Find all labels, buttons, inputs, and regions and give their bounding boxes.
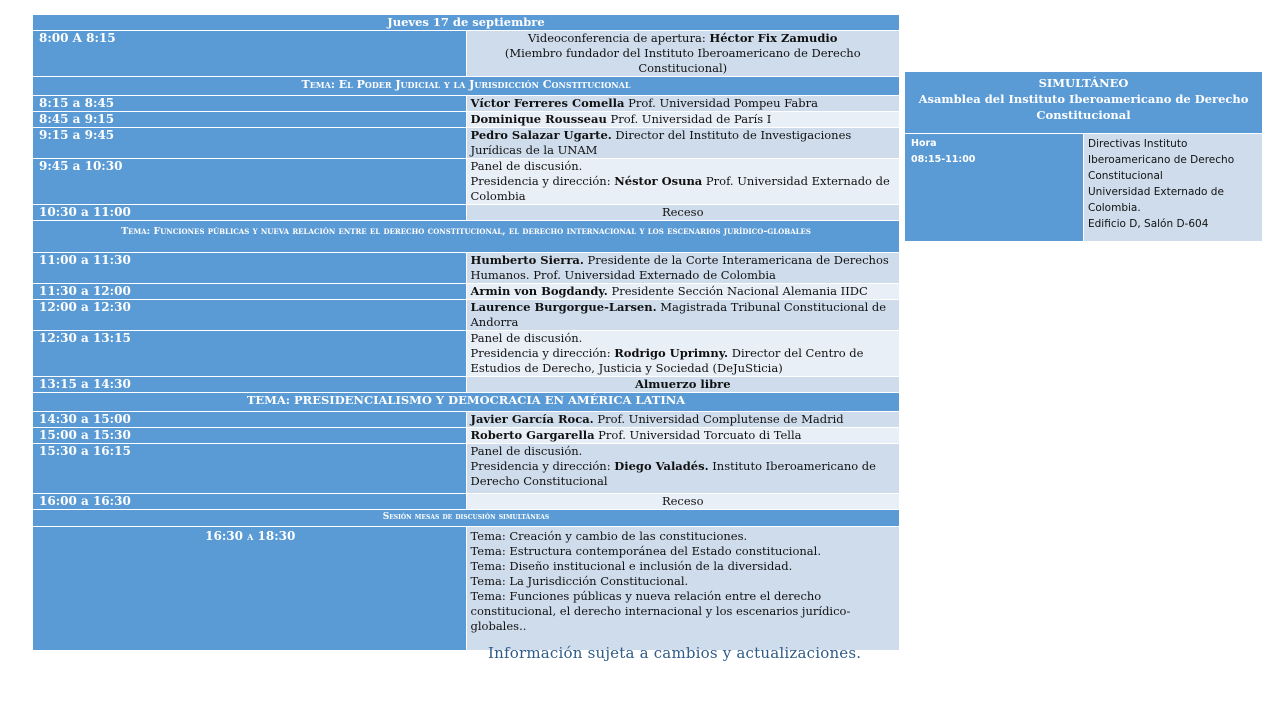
recess-label: Receso	[466, 205, 900, 221]
theme-header: Tema: El Poder Judicial y la Jurisdicción Constitucional	[33, 77, 900, 96]
time-cell: 9:15 a 9:45	[33, 128, 467, 159]
session-item: Tema: Estructura contemporánea del Estado constitucional.	[470, 544, 821, 558]
day-title: Jueves 17 de septiembre	[33, 15, 900, 31]
time-cell: 8:45 a 9:15	[33, 112, 467, 128]
panel-entry: Panel de discusión. Presidencia y dirección: Néstor Osuna Prof. Universidad Externado de Colombia	[466, 159, 900, 205]
time-cell: 14:30 a 15:00	[33, 412, 467, 428]
opening-description: Videoconferencia de apertura: Héctor Fix Zamudio (Miembro fundador del Instituto Iberoamericano de Derecho Constitucional)	[466, 31, 900, 77]
lunch-label: Almuerzo libre	[466, 377, 900, 393]
footnote: Información sujeta a cambios y actualizaciones.	[488, 644, 862, 662]
time-cell: 10:30 a 11:00	[33, 205, 467, 221]
time-cell: 16:00 a 16:30	[33, 494, 467, 510]
schedule-table	[32, 14, 900, 651]
time-cell: 8:15 a 8:45	[33, 96, 467, 112]
time-cell: 12:00 a 12:30	[33, 300, 467, 331]
theme-header: TEMA: PRESIDENCIALISMO Y DEMOCRACIA EN AMÉRICA LATINA	[33, 393, 900, 412]
theme-header: Sesión mesas de discusión simultáneas	[33, 510, 900, 527]
time-cell: 11:30 a 12:00	[33, 284, 467, 300]
speaker-entry: Víctor Ferreres Comella Prof. Universidad Pompeu Fabra	[466, 96, 900, 112]
simultaneous-table	[904, 71, 1263, 242]
speaker-entry: Javier García Roca. Prof. Universidad Complutense de Madrid	[466, 412, 900, 428]
time-cell: 13:15 a 14:30	[33, 377, 467, 393]
speaker-entry: Dominique Rousseau Prof. Universidad de París I	[466, 112, 900, 128]
sessions-list	[466, 527, 900, 651]
recess-label: Receso	[466, 494, 900, 510]
speaker-entry: Roberto Gargarella Prof. Universidad Torcuato di Tella	[466, 428, 900, 444]
speaker-entry: Pedro Salazar Ugarte. Director del Instituto de Investigaciones Jurídicas de la UNAM	[466, 128, 900, 159]
theme-header: Tema: Funciones públicas y nueva relación entre el derecho constitucional, el derecho internacional y los escenarios jurídico-globales	[33, 221, 900, 253]
time-cell: 8:00 A 8:15	[33, 31, 467, 77]
time-cell: 12:30 a 13:15	[33, 331, 467, 377]
time-cell: 15:00 a 15:30	[33, 428, 467, 444]
session-item: Tema: Funciones públicas y nueva relación entre el derecho constitucional, el derecho internacional y los escenarios jurídico-globales..	[470, 589, 851, 633]
session-item: Tema: Diseño institucional e inclusión de la diversidad.	[470, 559, 793, 573]
time-cell: 11:00 a 11:30	[33, 253, 467, 284]
speaker-entry: Laurence Burgorgue-Larsen. Magistrada Tribunal Constitucional de Andorra	[466, 300, 900, 331]
hour-cell: Hora 08:15-11:00	[905, 134, 1084, 242]
time-cell: 9:45 a 10:30	[33, 159, 467, 205]
panel-entry: Panel de discusión. Presidencia y dirección: Diego Valadés. Instituto Iberoamericano de Derecho Constitucional	[466, 444, 900, 494]
simultaneous-header: SIMULTÁNEO Asamblea del Instituto Iberoamericano de Derecho Constitucional	[905, 72, 1263, 134]
assembly-details: Directivas Instituto Iberoamericano de Derecho Constitucional Universidad Externado de Colombia. Edificio D, Salón D-604	[1084, 134, 1263, 242]
speaker-entry: Humberto Sierra. Presidente de la Corte Interamericana de Derechos Humanos. Prof. Universidad Externado de Colombia	[466, 253, 900, 284]
speaker-entry: Armin von Bogdandy. Presidente Sección Nacional Alemania IIDC	[466, 284, 900, 300]
time-cell: 15:30 a 16:15	[33, 444, 467, 494]
time-cell: 16:30 a 18:30	[33, 527, 467, 651]
opening-speaker: Héctor Fix Zamudio	[709, 31, 838, 45]
session-item: Tema: Creación y cambio de las constituciones.	[470, 529, 748, 543]
session-item: Tema: La Jurisdicción Constitucional.	[470, 574, 689, 588]
panel-entry: Panel de discusión. Presidencia y dirección: Rodrigo Uprimny. Director del Centro de Estudios de Derecho, Justicia y Sociedad (DeJuSticia)	[466, 331, 900, 377]
